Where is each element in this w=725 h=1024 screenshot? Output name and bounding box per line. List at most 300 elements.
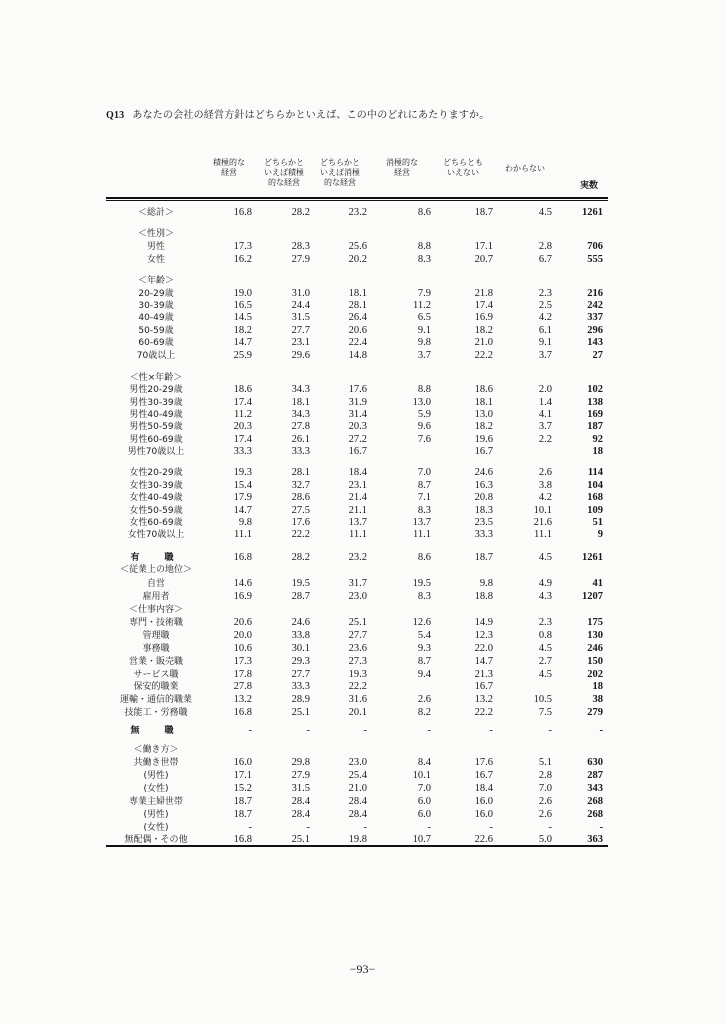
cell-value: 16.8 (233, 707, 252, 718)
table-row (0, 300, 725, 312)
row-label: ＜総計＞ (137, 208, 174, 218)
cell-value: 4.5 (538, 207, 552, 218)
cell-value: 28.4 (348, 796, 367, 807)
cell-count: 150 (587, 656, 603, 667)
cell-value: 23.1 (291, 337, 310, 348)
table-row (0, 446, 725, 458)
cell-value: 19.0 (233, 288, 252, 299)
cell-value: 18.2 (474, 421, 493, 432)
cell-value: 17.3 (233, 241, 252, 252)
cell-value: 19.6 (474, 434, 493, 445)
cell-value: 2.6 (538, 796, 552, 807)
cell-value: 18.4 (474, 783, 493, 794)
cell-value: - (427, 822, 431, 833)
cell-value: 24.4 (291, 300, 310, 311)
cell-value: 2.8 (538, 241, 552, 252)
cell-value: 33.8 (291, 630, 310, 641)
cell-value: 22.2 (291, 529, 310, 540)
table-row (0, 770, 725, 782)
cell-value: 10.1 (533, 505, 552, 516)
cell-count: 242 (587, 300, 603, 311)
cell-value: 28.3 (291, 241, 310, 252)
cell-value: 26.4 (348, 312, 367, 323)
cell-value: 27.2 (348, 434, 367, 445)
cell-count: 51 (592, 517, 603, 528)
table-row (0, 681, 725, 693)
column-header (254, 158, 314, 188)
row-label: ＜仕事内容＞ (128, 605, 183, 615)
cell-value: - (363, 822, 367, 833)
cell-value: 8.6 (417, 207, 431, 218)
cell-value: 27.7 (291, 669, 310, 680)
cell-value: 17.4 (233, 434, 252, 445)
cell-value: 7.6 (417, 434, 431, 445)
table-row (0, 434, 725, 446)
cell-value: 8.7 (417, 656, 431, 667)
row-label: 男性20-29歳 (129, 385, 183, 395)
cell-value: 9.1 (538, 337, 552, 348)
cell-value: 14.9 (474, 617, 493, 628)
table-row (0, 694, 725, 706)
cell-value: - (548, 725, 552, 736)
cell-value: 16.7 (348, 446, 367, 457)
row-label: 男性30-39歳 (129, 398, 183, 408)
cell-count: 287 (587, 770, 603, 781)
cell-value: 3.8 (538, 480, 552, 491)
cell-value: 16.0 (233, 757, 252, 768)
cell-value: 9.6 (417, 421, 431, 432)
cell-value: 16.9 (233, 591, 252, 602)
table-row (0, 643, 725, 655)
row-label: 女性40-49歳 (129, 493, 183, 503)
row-label: 60-69歳 (138, 338, 174, 348)
cell-value: 16.7 (474, 681, 493, 692)
column-header (310, 158, 370, 188)
cell-count: 41 (592, 578, 603, 589)
cell-value: 18.1 (291, 397, 310, 408)
row-label: ＜性別＞ (137, 229, 174, 239)
cell-value: 21.6 (533, 517, 552, 528)
cell-value: 25.1 (291, 834, 310, 845)
cell-value: 5.0 (538, 834, 552, 845)
table-row (0, 796, 725, 808)
cell-count: 343 (587, 783, 603, 794)
cell-value: 23.1 (348, 480, 367, 491)
cell-value: 31.7 (348, 578, 367, 589)
top-rule-thin (106, 200, 608, 201)
cell-value: 33.3 (291, 681, 310, 692)
cell-value: 17.9 (233, 492, 252, 503)
cell-count: 296 (587, 325, 603, 336)
row-label: 女性 (146, 255, 165, 265)
cell-value: - (306, 725, 310, 736)
cell-value: 8.8 (417, 241, 431, 252)
cell-value: 18.8 (474, 591, 493, 602)
cell-value: 5.4 (417, 630, 431, 641)
cell-value: 8.4 (417, 757, 431, 768)
cell-value: 22.2 (474, 350, 493, 361)
cell-value: 8.3 (417, 505, 431, 516)
cell-value: - (248, 822, 252, 833)
cell-value: 4.2 (538, 312, 552, 323)
row-label: 男性70歳以上 (127, 447, 185, 457)
cell-count: 18 (592, 681, 603, 692)
cell-value: 11.2 (413, 300, 431, 311)
row-label: ＜働き方＞ (133, 745, 179, 755)
cell-value: 31.4 (348, 409, 367, 420)
table-row (0, 809, 725, 821)
cell-value: 28.6 (291, 492, 310, 503)
cell-value: 31.5 (291, 783, 310, 794)
cell-value: 18.7 (474, 207, 493, 218)
cell-value: 15.4 (233, 480, 252, 491)
cell-value: 22.2 (348, 681, 367, 692)
cell-value: 21.0 (474, 337, 493, 348)
cell-value: 20.6 (348, 325, 367, 336)
cell-value: 20.1 (348, 707, 367, 718)
table-row (0, 467, 725, 479)
cell-value: 27.9 (291, 770, 310, 781)
cell-value: 17.4 (233, 397, 252, 408)
column-header (372, 158, 432, 178)
column-headers (0, 158, 725, 198)
row-label: 技能工・労務職 (124, 708, 188, 718)
cell-value: 2.5 (538, 300, 552, 311)
section-heading-row (0, 275, 725, 287)
table-row (0, 312, 725, 324)
cell-value: 31.9 (348, 397, 367, 408)
row-label: 40-49歳 (138, 313, 174, 323)
cell-value: 11.1 (234, 529, 252, 540)
cell-value: 14.8 (348, 350, 367, 361)
row-label: 保安的職業 (133, 682, 179, 692)
cell-count: 109 (587, 505, 603, 516)
table-row (0, 630, 725, 642)
cell-count: 246 (587, 643, 603, 654)
cell-value: 17.4 (474, 300, 493, 311)
table-row (0, 288, 725, 300)
table-row (0, 757, 725, 769)
cell-value: 2.8 (538, 770, 552, 781)
cell-value: 2.2 (538, 434, 552, 445)
row-label: 50-59歳 (138, 326, 174, 336)
section-heading-row (0, 604, 725, 616)
cell-value: 7.9 (417, 288, 431, 299)
cell-value: 21.8 (474, 288, 493, 299)
cell-count: 18 (592, 446, 603, 457)
cell-count: 1261 (582, 207, 603, 218)
cell-count: 555 (587, 254, 603, 265)
cell-value: 12.3 (474, 630, 493, 641)
cell-value: 27.7 (348, 630, 367, 641)
cell-value: 25.1 (291, 707, 310, 718)
cell-value: 28.1 (348, 300, 367, 311)
cell-count: 187 (587, 421, 603, 432)
cell-value: 15.2 (233, 783, 252, 794)
cell-value: 5.9 (417, 409, 431, 420)
cell-value: 16.7 (474, 770, 493, 781)
cell-value: 19.3 (233, 467, 252, 478)
cell-value: 10.1 (412, 770, 431, 781)
cell-value: 14.6 (233, 578, 252, 589)
row-label: (女性) (143, 823, 169, 833)
cell-value: 31.0 (291, 288, 310, 299)
column-header-line: どちらとも (443, 158, 483, 167)
cell-value: 18.4 (348, 467, 367, 478)
column-header (433, 158, 493, 178)
cell-value: - (427, 725, 431, 736)
cell-value: 33.3 (474, 529, 493, 540)
cell-value: 3.7 (538, 421, 552, 432)
table-row (0, 725, 725, 737)
cell-count: 27 (592, 350, 603, 361)
cell-value: 4.5 (538, 643, 552, 654)
cell-value: 6.5 (417, 312, 431, 323)
cell-value: 16.8 (233, 834, 252, 845)
row-label: 70歳以上 (136, 351, 176, 361)
cell-value: 20.2 (348, 254, 367, 265)
cell-value: 2.0 (538, 384, 552, 395)
cell-value: 11.1 (534, 529, 552, 540)
cell-value: - (248, 725, 252, 736)
cell-value: 18.7 (233, 809, 252, 820)
cell-count: 168 (587, 492, 603, 503)
cell-count: 104 (587, 480, 603, 491)
table-row (0, 207, 725, 219)
cell-value: 14.7 (474, 656, 493, 667)
table-row (0, 241, 725, 253)
cell-count: 1261 (582, 552, 603, 563)
cell-value: 27.5 (291, 505, 310, 516)
row-label: 男性 (146, 242, 165, 252)
cell-value: 33.3 (291, 446, 310, 457)
column-header-line: 的な経営 (324, 178, 356, 187)
cell-value: 20.8 (474, 492, 493, 503)
cell-count: 175 (587, 617, 603, 628)
cell-value: 7.1 (417, 492, 431, 503)
row-label: 専門・技術職 (128, 618, 183, 628)
cell-value: 18.7 (474, 552, 493, 563)
cell-value: 2.6 (538, 809, 552, 820)
cell-value: 21.0 (348, 783, 367, 794)
column-header-line: 経営 (221, 168, 237, 177)
cell-value: 25.9 (233, 350, 252, 361)
cell-value: 17.1 (474, 241, 493, 252)
count-header: 実数 (580, 181, 599, 191)
column-header-line: いえば消極 (320, 168, 360, 177)
cell-value: 9.8 (479, 578, 493, 589)
cell-value: 17.8 (233, 669, 252, 680)
cell-value: 27.3 (348, 656, 367, 667)
cell-value: 8.3 (417, 591, 431, 602)
cell-value: 29.6 (291, 350, 310, 361)
row-label: 無 職 (130, 726, 182, 736)
cell-value: 9.1 (417, 325, 431, 336)
cell-count: 630 (587, 757, 603, 768)
cell-value: 16.2 (233, 254, 252, 265)
cell-value: 14.5 (233, 312, 252, 323)
cell-value: 21.4 (348, 492, 367, 503)
table-row (0, 783, 725, 795)
table-row (0, 529, 725, 541)
cell-count: - (599, 822, 603, 833)
cell-value: 13.2 (233, 694, 252, 705)
row-label: 無配偶・その他 (124, 835, 188, 845)
cell-count: 363 (587, 834, 603, 845)
cell-value: 22.0 (474, 643, 493, 654)
cell-count: 130 (587, 630, 603, 641)
cell-value: 10.7 (412, 834, 431, 845)
cell-value: 8.7 (417, 480, 431, 491)
cell-value: 7.5 (538, 707, 552, 718)
cell-value: 9.8 (417, 337, 431, 348)
cell-value: 3.7 (417, 350, 431, 361)
cell-value: 21.3 (474, 669, 493, 680)
question-number: Q13 (106, 110, 125, 121)
row-label: 共働き世帯 (133, 758, 179, 768)
cell-value: 17.6 (291, 517, 310, 528)
column-header (495, 164, 555, 174)
table-row (0, 669, 725, 681)
column-header-line: いえば積極 (264, 168, 304, 177)
cell-value: 30.1 (291, 643, 310, 654)
cell-value: 13.2 (474, 694, 493, 705)
cell-value: 4.3 (538, 591, 552, 602)
cell-value: 13.0 (412, 397, 431, 408)
cell-value: 1.4 (538, 397, 552, 408)
cell-value: 8.3 (417, 254, 431, 265)
cell-value: 11.2 (234, 409, 252, 420)
cell-value: 10.5 (533, 694, 552, 705)
cell-value: 18.1 (348, 288, 367, 299)
cell-value: 11.1 (413, 529, 431, 540)
cell-value: 27.8 (291, 421, 310, 432)
cell-value: 28.4 (348, 809, 367, 820)
cell-value: 17.1 (233, 770, 252, 781)
cell-value: 28.4 (291, 809, 310, 820)
cell-value: 6.0 (417, 809, 431, 820)
top-rule (106, 197, 608, 199)
row-label: 管理職 (142, 631, 170, 641)
cell-value: 9.3 (417, 643, 431, 654)
cell-value: 21.1 (348, 505, 367, 516)
section-heading-row (0, 744, 725, 756)
cell-count: 138 (587, 397, 603, 408)
cell-value: 13.0 (474, 409, 493, 420)
row-label: 30-39歳 (138, 301, 174, 311)
cell-count: 268 (587, 809, 603, 820)
table-row (0, 578, 725, 590)
cell-value: 31.6 (348, 694, 367, 705)
row-label: サービス職 (133, 670, 179, 680)
question-text: あなたの会社の経営方針はどちらかといえば、この中のどれにあたりますか。 (132, 110, 490, 121)
row-label: (女性) (143, 784, 169, 794)
cell-value: 24.6 (291, 617, 310, 628)
cell-value: 13.7 (348, 517, 367, 528)
row-label: 女性30-39歳 (129, 481, 183, 491)
cell-value: 33.3 (233, 446, 252, 457)
cell-value: 14.7 (233, 505, 252, 516)
table-row (0, 617, 725, 629)
cell-value: 34.3 (291, 384, 310, 395)
column-header-line: どちらかと (320, 158, 360, 167)
cell-value: 4.2 (538, 492, 552, 503)
cell-value: 7.0 (417, 783, 431, 794)
cell-value: 4.5 (538, 552, 552, 563)
table-row (0, 552, 725, 564)
cell-count: 706 (587, 241, 603, 252)
question (106, 106, 489, 121)
row-label: 女性70歳以上 (127, 530, 185, 540)
row-label: ＜従業上の地位＞ (119, 565, 192, 575)
table-row (0, 254, 725, 266)
cell-value: 2.6 (538, 467, 552, 478)
cell-value: 8.8 (417, 384, 431, 395)
cell-value: 19.3 (348, 669, 367, 680)
cell-count: - (599, 725, 603, 736)
cell-value: 20.7 (474, 254, 493, 265)
table-row (0, 505, 725, 517)
row-label: 専業主婦世帯 (128, 797, 183, 807)
cell-value: 28.2 (291, 207, 310, 218)
cell-value: 4.9 (538, 578, 552, 589)
cell-value: 19.5 (291, 578, 310, 589)
cell-value: 26.1 (291, 434, 310, 445)
column-header-line: 経営 (394, 168, 410, 177)
cell-value: 18.3 (474, 505, 493, 516)
cell-value: 32.7 (291, 480, 310, 491)
cell-value: 29.8 (291, 757, 310, 768)
cell-value: 16.8 (233, 207, 252, 218)
cell-value: 28.7 (291, 591, 310, 602)
cell-count: 268 (587, 796, 603, 807)
cell-value: 4.5 (538, 669, 552, 680)
cell-value: 6.7 (538, 254, 552, 265)
table-row (0, 656, 725, 668)
cell-value: 8.2 (417, 707, 431, 718)
cell-count: 102 (587, 384, 603, 395)
row-label: 雇用者 (142, 592, 170, 602)
section-heading-row (0, 372, 725, 384)
section-heading-row (0, 564, 725, 576)
cell-value: 28.2 (291, 552, 310, 563)
table-row (0, 421, 725, 433)
cell-count: 216 (587, 288, 603, 299)
cell-value: 20.3 (233, 421, 252, 432)
cell-value: 27.7 (291, 325, 310, 336)
cell-value: 28.9 (291, 694, 310, 705)
cell-value: - (548, 822, 552, 833)
cell-value: 6.0 (417, 796, 431, 807)
cell-value: 16.3 (474, 480, 493, 491)
column-header-line: 的な経営 (268, 178, 300, 187)
row-label: 運輸・通信的職業 (119, 695, 192, 705)
cell-value: 7.0 (417, 467, 431, 478)
cell-count: 337 (587, 312, 603, 323)
cell-value: 13.7 (412, 517, 431, 528)
cell-value: 23.5 (474, 517, 493, 528)
row-label: 営業・販売職 (128, 657, 183, 667)
row-label: 事務職 (142, 644, 170, 654)
cell-count: 1207 (582, 591, 603, 602)
table-row (0, 822, 725, 834)
cell-value: 17.6 (474, 757, 493, 768)
section-heading-row (0, 228, 725, 240)
cell-value: - (489, 725, 493, 736)
table-row (0, 707, 725, 719)
cell-value: 0.8 (538, 630, 552, 641)
cell-value: 20.3 (348, 421, 367, 432)
